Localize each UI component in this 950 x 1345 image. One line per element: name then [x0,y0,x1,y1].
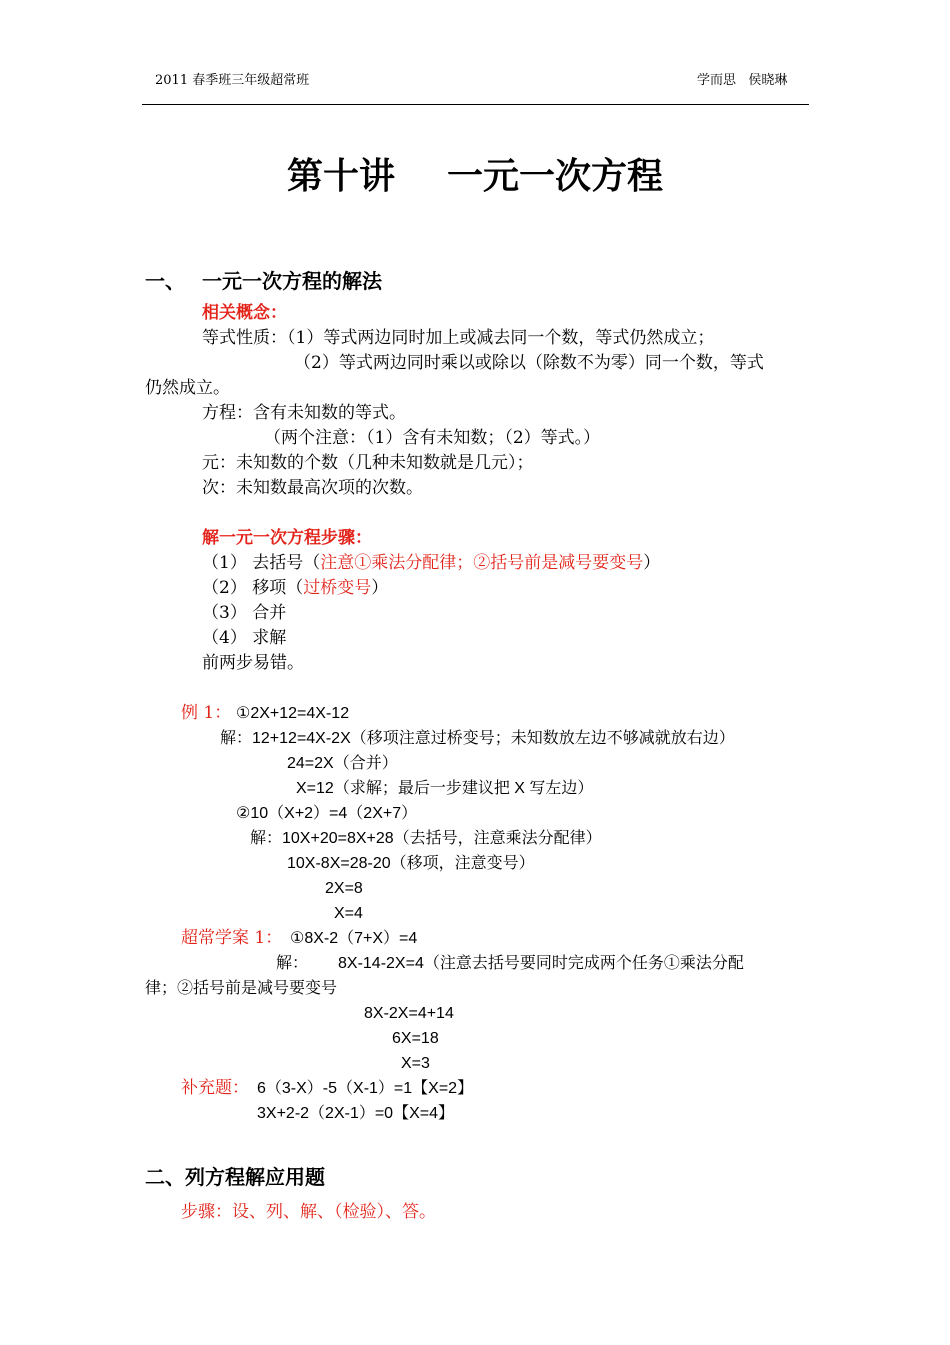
example-line: 10X-8X=28-20（移项，注意变号） [287,855,535,872]
step-item [202,576,388,601]
step-text: 求解 [252,628,287,648]
page-title [0,148,950,199]
example-line: ①2X+12=4X-12 [236,705,350,722]
header-course: 2011 春季班三年级超常班 [155,73,310,88]
example-line: 解：10X+20=8X+28（去括号，注意乘法分配律） [250,830,602,847]
concept-line: 等式性质：（1）等式两边同时加上或减去同一个数，等式仍然成立； [202,328,715,348]
section2-heading: 二、列方程解应用题 [145,1165,325,1189]
step-text: 合并 [252,603,287,623]
case-line: 6X=18 [392,1030,439,1047]
example-line: X=12（求解；最后一步建议把 X 写左边） [296,780,594,797]
concept-line: 次：未知数最高次项的次数。 [202,478,423,498]
steps-tail: 前两步易错。 [202,653,304,673]
section2-steps: 步骤：设、列、解、（检验）、答。 [181,1202,436,1222]
example-line: 2X=8 [325,880,363,897]
header-author: 学而思 侯晓琳 [697,73,788,88]
case1-label: 超常学案 1： [181,928,283,948]
concepts-label: 相关概念： [202,303,287,323]
step-number: （2） [202,578,247,598]
step-text: 去括号（ [252,553,321,573]
concept-line: 仍然成立。 [145,378,230,398]
concept-line: （2）等式两边同时乘以或除以（除数不为零）同一个数，等式 [294,353,764,373]
step-note: 注意①乘法分配律；②括号前是减号要变号 [320,553,644,573]
case-line: 解： [276,955,309,972]
step-number: （4） [202,628,247,648]
case-line: 律；②括号前是减号要变号 [145,980,338,997]
step-item [202,601,286,626]
step-number: （1） [202,553,247,573]
concept-line: 元：未知数的个数（几种未知数就是几元）； [202,453,534,473]
header-rule [142,104,809,105]
concept-line: （两个注意：（1）含有未知数；（2）等式。） [264,428,601,448]
case-line: X=3 [401,1055,430,1072]
step-item [202,551,660,576]
section1-number: 一、 [145,269,185,293]
title-lecture: 第十讲 [286,156,395,197]
steps-label: 解一元一次方程步骤： [202,528,372,548]
example-line: 24=2X（合并） [287,755,398,772]
case-line: 8X-2X=4+14 [364,1005,454,1022]
step-end: ） [371,578,389,598]
case-line: ①8X-2（7+X）=4 [290,930,418,947]
step-item [202,626,286,651]
step-note: 过桥变号 [303,578,372,598]
case-line: 8X-14-2X=4（注意去括号要同时完成两个任务①乘法分配 [338,955,744,972]
section1-heading: 一元一次方程的解法 [202,269,382,293]
supplement-label: 补充题： [181,1078,249,1098]
example1-label: 例 1： [181,703,232,723]
step-end: ） [643,553,661,573]
title-topic: 一元一次方程 [447,156,664,197]
step-text: 移项（ [252,578,304,598]
example-line: 解：12+12=4X-2X（移项注意过桥变号；未知数放左边不够减就放右边） [220,730,735,747]
supplement-line: 6（3-X）-5（X-1）=1【X=2】 [257,1080,474,1097]
step-number: （3） [202,603,247,623]
supplement-line: 3X+2-2（2X-1）=0【X=4】 [257,1105,454,1122]
example-line: ②10（X+2）=4（2X+7） [236,805,418,822]
example-line: X=4 [334,905,363,922]
concept-line: 方程：含有未知数的等式。 [202,403,406,423]
